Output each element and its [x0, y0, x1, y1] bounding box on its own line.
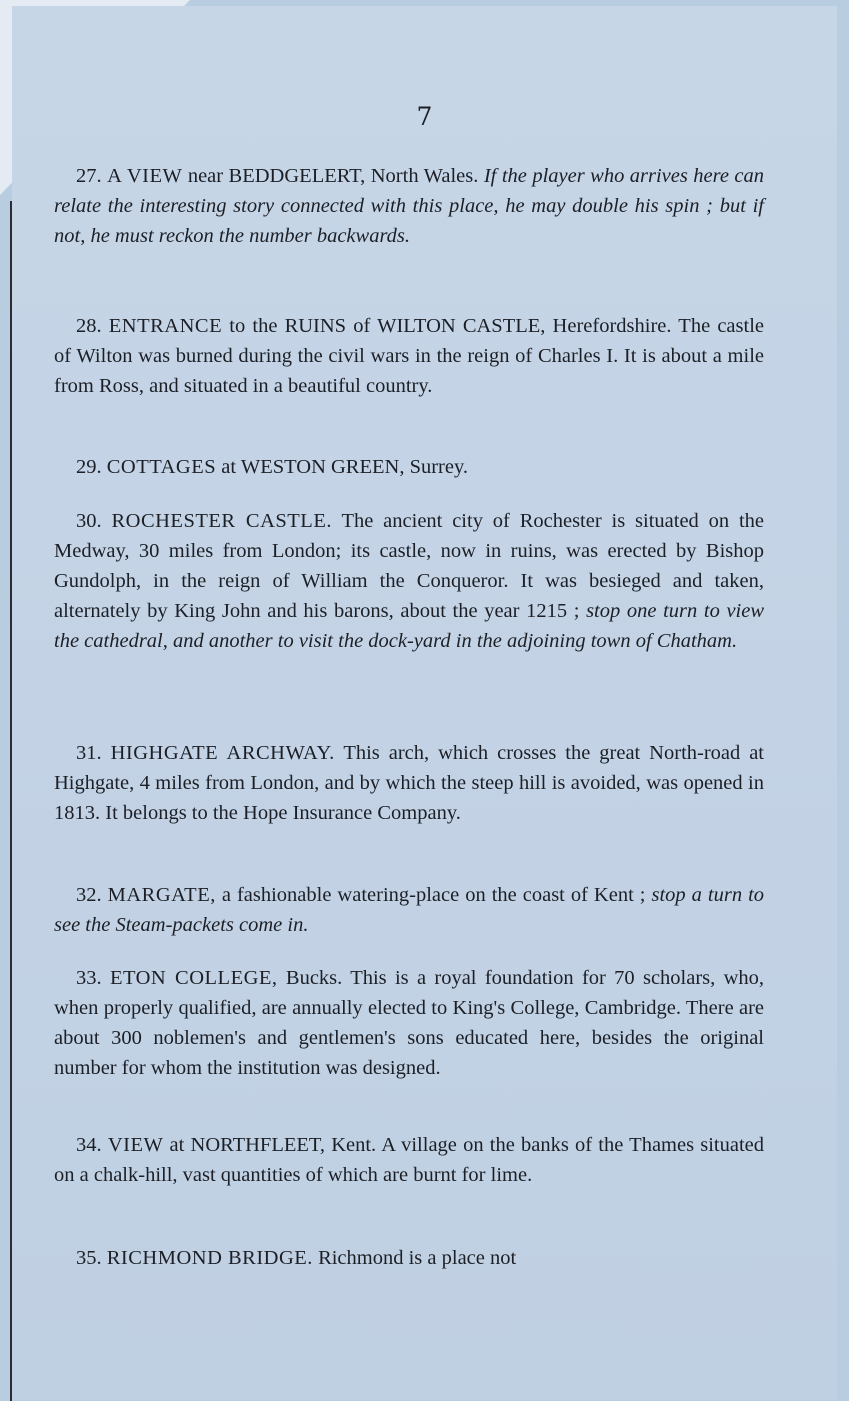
entry-33: [54, 963, 764, 1083]
entry-heading: A VIEW: [107, 165, 183, 187]
entry-heading: COTTAGES: [106, 456, 217, 478]
entry-number: 28.: [76, 315, 102, 337]
entry-number: 30.: [76, 510, 102, 532]
entry-heading: VIEW: [107, 1134, 164, 1156]
entry-27: [54, 161, 764, 251]
entry-35: [54, 1243, 764, 1273]
entry-30: [54, 506, 764, 656]
entry-text: at NORTHFLEET, Kent. A village on the banks of the Thames situated on a chalk-hill, vast quantities of which are burnt for lime.: [54, 1134, 765, 1186]
entry-text: at WESTON GREEN, Surrey.: [221, 456, 469, 478]
entry-italic-text: If the player who arrives here can relate the interesting story connected with this place, he may double his spin ; but if not, he must reckon the number backwards.: [54, 165, 765, 247]
entry-34: [54, 1130, 764, 1190]
page-left-edge: [10, 201, 12, 1401]
entry-number: 31.: [76, 742, 102, 764]
entry-number: 32.: [76, 884, 102, 906]
entry-text: The ancient city of Rochester is situated on the Medway, 30 miles from London; its castle, now in ruins, was erected by Bishop Gundolph, in the reign of William the Conqueror. It was besieged and taken, alternately by King John and his barons, about the year 1215 ;: [54, 510, 765, 622]
entry-number: 34.: [76, 1134, 102, 1156]
entry-text: near BEDDGELERT, North Wales.: [187, 165, 479, 187]
entry-text: This arch, which crosses the great North-road at Highgate, 4 miles from London, and by which the steep hill is avoided, was opened in 1813. It belongs to the Hope Insurance Company.: [54, 742, 765, 824]
entry-32: [54, 880, 764, 940]
entry-text: Richmond is a place not: [318, 1247, 517, 1269]
entry-number: 27.: [76, 165, 102, 187]
entry-text: to the RUINS of WILTON CASTLE, Herefordshire. The castle of Wilton was burned during the civil wars in the reign of Charles I. It is about a mile from Ross, and situated in a beautiful country.: [54, 315, 764, 397]
entry-heading: ENTRANCE: [108, 315, 223, 337]
entry-number: 29.: [76, 456, 102, 478]
entry-31: [54, 738, 764, 828]
entry-text: a fashionable watering-place on the coast of Kent ;: [221, 884, 646, 906]
entry-number: 33.: [76, 967, 102, 989]
entry-heading: ETON COLLEGE,: [109, 967, 278, 989]
entry-heading: ROCHESTER CASTLE.: [111, 510, 332, 532]
entry-text: Bucks. This is a royal foundation for 70 scholars, who, when properly qualified, are annually elected to King's College, Cambridge. There are about 300 noblemen's and gentlemen's sons educated here, besides the original number for whom the institution was designed.: [54, 967, 765, 1079]
entry-number: 35.: [76, 1247, 102, 1269]
entry-28: [54, 311, 764, 401]
entry-heading: MARGATE,: [107, 884, 216, 906]
entry-heading: RICHMOND BRIDGE.: [106, 1247, 313, 1269]
page-number: 7: [416, 102, 433, 131]
book-page: [12, 6, 837, 1400]
entry-heading: HIGHGATE ARCHWAY.: [110, 742, 335, 764]
entry-italic-text: stop a turn to see the Steam-packets come in.: [54, 884, 765, 936]
entry-29: [54, 452, 764, 482]
entry-italic-text: stop one turn to view the cathedral, and another to visit the dock-yard in the adjoining town of Chatham.: [54, 600, 765, 652]
